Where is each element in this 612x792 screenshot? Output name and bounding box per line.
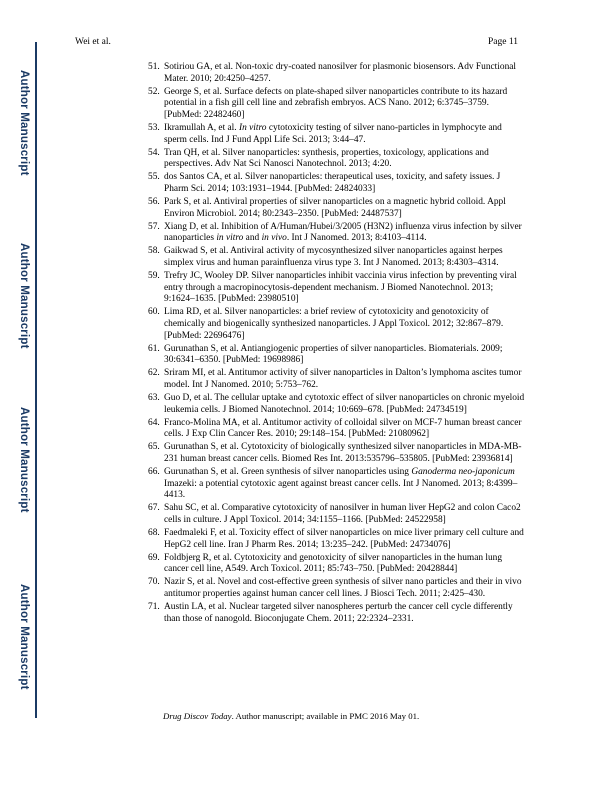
- reference-text: Park S, et al. Antiviral properties of silver nanoparticles on a magnetic hybrid colloid. Appl Environ Microbiol. 2014; 80:2343–2350. [PubMed: 24487537]: [164, 197, 506, 219]
- reference-text: Gurunathan S, et al. Green synthesis of silver nanoparticles using: [164, 467, 412, 478]
- reference-number: 51.: [148, 62, 160, 72]
- reference-text: Sriram MI, et al. Antitumor activity of silver nanoparticles in Dalton’s lymphoma ascites tumor model. Int J Nanomed. 2010; 5:753–762.: [164, 368, 522, 390]
- reference-item: [148, 246, 526, 269]
- reference-text-italic: Drug Discov Today: [163, 711, 232, 721]
- running-head-author: Wei et al.: [75, 37, 111, 47]
- reference-number: 58.: [148, 246, 160, 257]
- reference-item: [148, 393, 526, 416]
- reference-text: . Author manuscript; available in PMC 2016 May 01.: [231, 711, 420, 721]
- reference-item: [148, 442, 526, 465]
- reference-list: [148, 62, 526, 627]
- reference-number: 69.: [148, 552, 160, 563]
- reference-number: 55.: [148, 172, 160, 183]
- reference-text: Gurunathan S, et al. Antiangiogenic properties of silver nanoparticles. Biomaterials. 2009; 30:6341–6350. [PubMed: 19698986]: [164, 343, 503, 366]
- reference-text: Faedmaleki F, et al. Toxicity effect of silver nanoparticles on mice liver primary cell culture and HepG2 cell line. Iran J Pharm Res. 2014; 13:235–242. [PubMed: 24734076]: [164, 528, 524, 550]
- reference-item: [148, 418, 526, 441]
- reference-item: [148, 307, 526, 342]
- reference-number: 53.: [148, 122, 160, 133]
- reference-number: 56.: [148, 197, 160, 208]
- reference-item: [148, 172, 526, 195]
- reference-text: Austin LA, et al. Nuclear targeted silver nanospheres perturb the cancer cell cycle differently than those of nanogold. Bioconjugate Chem. 2011; 22:2324–2331.: [164, 602, 513, 624]
- reference-text: George S, et al. Surface defects on plate-shaped silver nanoparticles contribute to its hazard potential in a fish gill cell line and zebrafish embryos. ACS Nano. 2012; 6:3745–3759. [PubMed: 22482460]: [164, 86, 508, 120]
- reference-number: 67.: [148, 503, 160, 514]
- reference-item: [148, 123, 526, 146]
- reference-number: 65.: [148, 442, 160, 453]
- reference-number: 62.: [148, 368, 160, 379]
- reference-item: [148, 62, 526, 85]
- reference-number: 61.: [148, 343, 160, 354]
- reference-text-italic: in vivo: [261, 233, 287, 244]
- reference-text: Lima RD, et al. Silver nanoparticles: a brief review of cytotoxicity and genotoxicity of chemically and biogenically synthesized nanoparticles. J Appl Toxicol. 2012; 32:867–879. [PubMed: 22696476]: [164, 307, 504, 341]
- reference-number: 60.: [148, 307, 160, 318]
- reference-text: . Int J Nanomed. 2013; 8:4103–4114.: [286, 233, 427, 244]
- author-manuscript-watermark: Author Manuscript: [18, 70, 30, 176]
- reference-item: [148, 271, 526, 306]
- journal-footer: [163, 711, 419, 722]
- reference-text: Gurunathan S, et al. Cytotoxicity of biologically synthesized silver nanoparticles in MDA-MB-231 human breast cancer cells. Biomed Res Int. 2013:535796–535805. [PubMed: 23936814]: [164, 442, 522, 464]
- reference-item: [148, 602, 526, 625]
- reference-text: Imazeki: a potential cytotoxic agent against breast cancer cells. Int J Nanomed. 2013; 8:4399–4413.: [164, 478, 518, 501]
- page-number: Page 11: [488, 37, 518, 47]
- reference-text: Gaikwad S, et al. Antiviral activity of mycosynthesized silver nanoparticles against herpes simplex virus and human parainfluenza virus type 3. Int J Nanomed. 2013; 8:4303–4314.: [164, 246, 503, 268]
- reference-item: [148, 148, 526, 171]
- reference-item: [148, 344, 526, 367]
- reference-number: 57.: [148, 221, 160, 232]
- reference-number: 64.: [148, 417, 160, 428]
- reference-item: [148, 553, 526, 576]
- reference-item: [148, 503, 526, 526]
- sidebar-vertical-rule: [35, 42, 37, 718]
- reference-text: Ikramullah A, et al.: [164, 122, 239, 133]
- reference-item: [148, 467, 526, 502]
- reference-item: [148, 368, 526, 391]
- reference-text: Trefry JC, Wooley DP. Silver nanoparticles inhibit vaccinia virus infection by preventing viral entry through a macropinocytosis-dependent mechanism. J Biomed Nanotechnol. 2013; 9:1624–1635. [PubMed: 23980510]: [164, 271, 517, 305]
- reference-item: [148, 528, 526, 551]
- reference-number: 54.: [148, 147, 160, 158]
- reference-text: cytotoxicity testing of silver nano-particles in lymphocyte and sperm cells. Ind J Fund Appl Life Sci. 2013; 3:44–47.: [164, 122, 502, 145]
- author-manuscript-watermark: Author Manuscript: [18, 584, 30, 690]
- reference-text: Guo D, et al. The cellular uptake and cytotoxic effect of silver nanoparticles on chronic myeloid leukemia cells. J Biomed Nanotechnol. 2014; 10:669–678. [PubMed: 24734519]: [164, 393, 525, 415]
- reference-text: Sahu SC, et al. Comparative cytotoxicity of nanosilver in human liver HepG2 and colon Caco2 cells in culture. J Appl Toxicol. 2014; 34:1155–1166. [PubMed: 24522958]: [164, 503, 521, 525]
- reference-number: 70.: [148, 577, 160, 588]
- reference-text: Xiang D, et al. Inhibition of A/Human/Hubei/3/2005 (H3N2) influenza virus infection by silver nanoparticles: [164, 221, 522, 244]
- reference-number: 52.: [148, 86, 160, 97]
- author-manuscript-watermark: Author Manuscript: [18, 243, 30, 349]
- reference-item: [148, 577, 526, 600]
- reference-text: Foldbjerg R, et al. Cytotoxicity and genotoxicity of silver nanoparticles in the human lung cancer cell line, A549. Arch Toxicol. 2011; 85:743–750. [PubMed: 20428844]: [164, 552, 503, 575]
- reference-number: 68.: [148, 528, 160, 539]
- reference-text: Nazir S, et al. Novel and cost-effective green synthesis of silver nano particles and their in vivo antitumor properties against human cancer cell lines. J Biosci Tech. 2011; 2:425–430.: [164, 577, 522, 600]
- reference-number: 63.: [148, 393, 160, 404]
- reference-text-italic: in vitro: [216, 233, 244, 244]
- reference-text-italic: In vitro: [238, 122, 267, 133]
- author-manuscript-watermark: Author Manuscript: [18, 407, 30, 513]
- reference-item: [148, 222, 526, 245]
- reference-text-italic: Ganoderma neo-japonicum: [411, 467, 515, 478]
- reference-number: 59.: [148, 271, 160, 282]
- reference-text: Franco-Molina MA, et al. Antitumor activity of colloidal silver on MCF-7 human breast cancer cells. J Exp Clin Cancer Res. 2010; 29:148–154. [PubMed: 21080962]: [164, 417, 522, 440]
- reference-number: 66.: [148, 467, 160, 478]
- reference-item: [148, 87, 526, 122]
- reference-text: dos Santos CA, et al. Silver nanoparticles: therapeutical uses, toxicity, and safety issues. J Pharm Sci. 2014; 103:1931–1944. [PubMed: 24824033]: [164, 172, 501, 194]
- reference-text: Tran QH, et al. Silver nanoparticles: synthesis, properties, toxicology, applications and perspectives. Adv Nat Sci Nanosci Nanotechnol. 2013; 4:20.: [164, 147, 489, 170]
- reference-text: Sotiriou GA, et al. Non-toxic dry-coated nanosilver for plasmonic biosensors. Adv Functional Mater. 2010; 20:4250–4257.: [164, 62, 517, 84]
- reference-item: [148, 197, 526, 220]
- reference-text: and: [243, 233, 262, 244]
- reference-number: 71.: [148, 602, 160, 613]
